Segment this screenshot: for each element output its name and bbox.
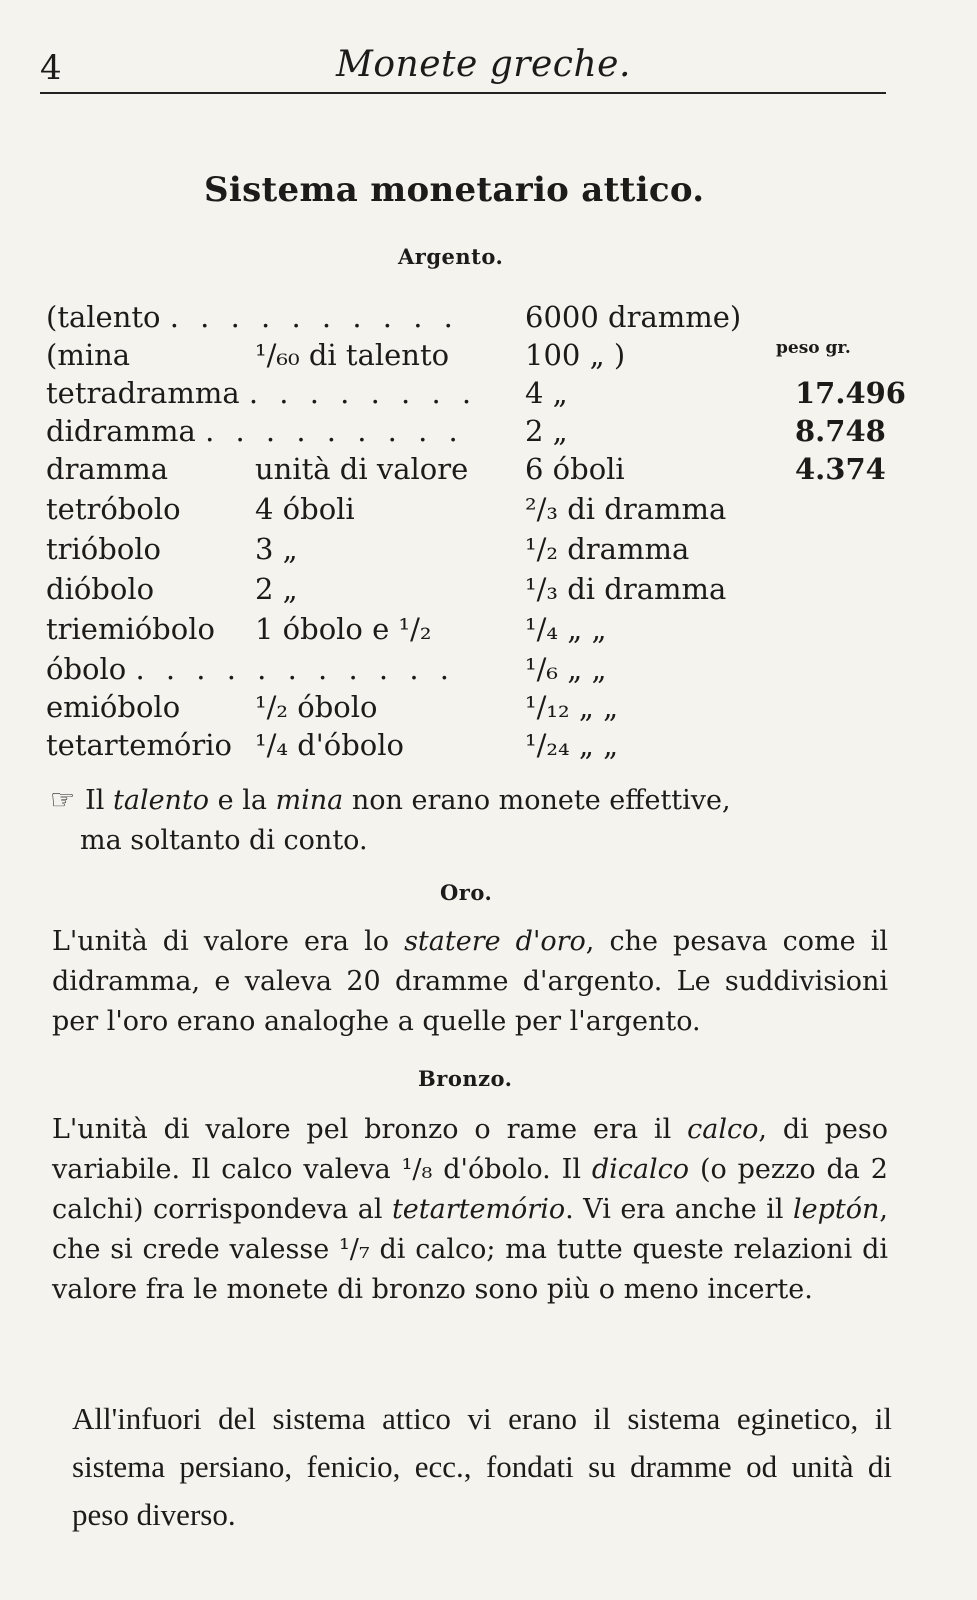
closing-paragraph: All'infuori del sistema attico vi erano il sistema eginetico, il sistema persiano, fenicio, ecc., fondati su dramme od unità di peso diverso. [72,1401,892,1532]
coin-name: emióbolo [46,690,181,724]
coin-value: 6000 dramme) [525,300,742,334]
coin-name: dramma [46,452,169,486]
coin-relation: 4 óboli [255,492,355,526]
coin-weight: 8.748 [795,414,886,448]
coin-name: tetartemório [46,728,232,762]
paragraph-text: . Vi era anche il [565,1194,793,1225]
table-row [0,338,977,378]
argento-heading: Argento. [398,244,504,269]
coin-name: tetróbolo [46,492,181,526]
table-row [0,452,977,492]
table-row [0,572,977,612]
table-row [0,492,977,532]
coin-weight: 4.374 [795,452,886,486]
paragraph-text: , che si crede valesse ¹/₇ di calco; ma tutte queste relazioni di valore fra le monete di bronzo sono più o meno incerte. [52,1194,888,1305]
running-title: Monete greche. [336,44,631,85]
coin-value: ¹/₂₄ „ „ [525,728,619,762]
coin-value: 100 „ ) [525,338,626,372]
coin-value: 2 „ [525,414,568,448]
paragraph-term: dicalco [591,1154,690,1185]
page-number: 4 [40,48,62,88]
table-row [0,376,977,416]
coin-value: ¹/₃ di dramma [525,572,727,606]
note-text: e la [209,785,276,816]
footnote [50,780,890,861]
coin-value: 6 óboli [525,452,625,486]
paragraph-text: , che pesava come il didramma, e valeva 20 dramme d'argento. Le suddivisioni per l'oro erano analoghe a quelle per l'argento. [52,926,888,1037]
coin-name: trióbolo [46,532,162,566]
peso-label: peso gr. [776,338,851,358]
coin-weight: 17.496 [795,376,906,410]
coin-name: dióbolo [46,572,155,606]
paragraph-term: tetartemório [391,1194,566,1225]
table-row [0,728,977,768]
section-title: Sistema monetario attico. [204,170,705,210]
bronzo-paragraph [52,1110,888,1310]
table-row [0,652,977,692]
paragraph-term: statere d'oro [404,926,586,957]
coin-name: triemióbolo [46,612,215,646]
coin-relation: ¹/₆₀ di talento [255,338,450,372]
table-row [0,300,977,340]
table-row [0,690,977,730]
coin-name: tetradramma . . . . . . . . [46,376,478,410]
coin-name: (mina [46,338,131,372]
coin-relation: ¹/₄ d'óbolo [255,728,404,762]
bronzo-heading: Bronzo. [418,1066,513,1091]
coin-value: ¹/₂ dramma [525,532,690,566]
paragraph-text: L'unità di valore era lo [52,926,405,957]
coin-value: ²/₃ di dramma [525,492,727,526]
coin-name: óbolo . . . . . . . . . . . [46,652,456,686]
table-row [0,612,977,652]
pointing-hand-icon: ☞ [50,783,76,816]
oro-heading: Oro. [440,880,493,905]
coin-value: ¹/₁₂ „ „ [525,690,619,724]
note-term: talento [113,785,210,816]
coin-relation: 2 „ [255,572,298,606]
coin-value: ¹/₆ „ „ [525,652,607,686]
coin-name: (talento . . . . . . . . . . [46,300,459,334]
paragraph-text: , di peso variabile. Il calco valeva ¹/₈ d'óbolo. Il [52,1114,889,1185]
paragraph-term: leptón [792,1194,880,1225]
coin-relation: 1 óbolo e ¹/₂ [255,612,432,646]
coin-name: didramma . . . . . . . . . [46,414,464,448]
paragraph-text: L'unità di valore pel bronzo o rame era il [52,1114,688,1145]
paragraph-text: (o pezzo da 2 calchi) corrispondeva al [52,1154,888,1225]
note-term: mina [275,785,344,816]
coin-relation: ¹/₂ óbolo [255,690,378,724]
note-text: non erano monete effettive, [343,785,731,816]
note-line: ma soltanto di conto. [80,825,368,856]
coin-value: 4 „ [525,376,568,410]
coin-value: ¹/₄ „ „ [525,612,607,646]
paragraph-term: calco [687,1114,759,1145]
coin-relation: unità di valore [255,452,469,486]
table-row [0,414,977,454]
note-text: Il [85,785,113,816]
coin-relation: 3 „ [255,532,298,566]
table-row [0,532,977,572]
oro-paragraph [52,922,888,1042]
